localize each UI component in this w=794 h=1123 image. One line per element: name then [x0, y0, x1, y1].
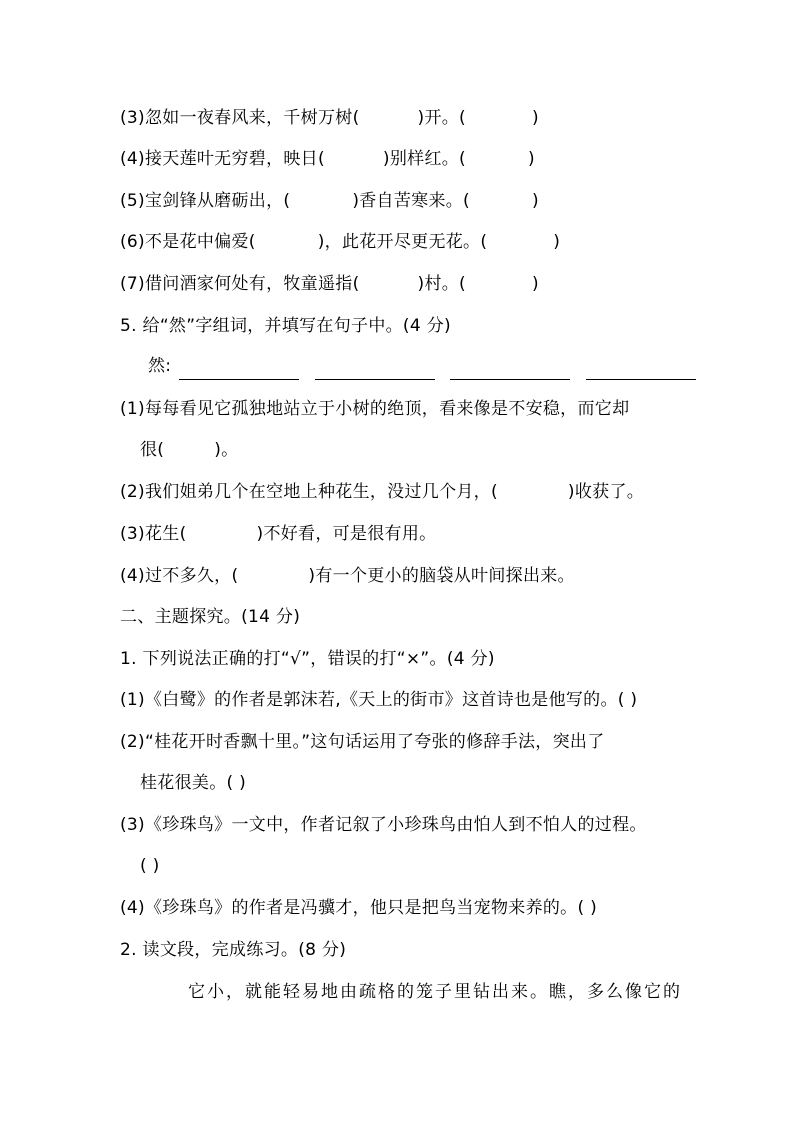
judge-item-3-line-1: (3)《珍珠鸟》一文中，作者记叙了小珍珠鸟由怕人到不怕人的过程。	[120, 815, 647, 835]
judge-question-title: 1. 下列说法正确的打“√”，错误的打“×”。(4 分)	[120, 649, 495, 669]
poem-item-5: (5)宝剑锋从磨砺出，( )香自苦寒来。( )	[120, 191, 539, 211]
section-2-title: 二、主题探究。(14 分)	[120, 607, 301, 627]
word-blank-1[interactable]	[179, 361, 299, 380]
sentence-3: (3)花生( )不好看，可是很有用。	[120, 524, 437, 544]
sentence-1-line-2: 很( )。	[140, 440, 239, 460]
word-blank-4[interactable]	[586, 361, 696, 380]
question-5-title: 5. 给“然”字组词，并填写在句子中。(4 分)	[120, 316, 451, 336]
word-formation-row	[148, 352, 696, 380]
judge-item-3-line-2[interactable]: ( )	[140, 856, 160, 876]
reading-passage: 它小，就能轻易地由疏格的笼子里钻出来。瞧，多么像它的	[188, 982, 682, 1002]
poem-item-7: (7)借问酒家何处有，牧童遥指( )村。( )	[120, 274, 539, 294]
judge-item-2-line-2[interactable]: 桂花很美。( )	[140, 773, 247, 793]
poem-item-6: (6)不是花中偏爱( )，此花开尽更无花。( )	[120, 232, 561, 252]
reading-question-title: 2. 读文段，完成练习。(8 分)	[120, 940, 347, 960]
sentence-4: (4)过不多久，( )有一个更小的脑袋从叶间探出来。	[120, 566, 575, 586]
judge-item-2-line-1: (2)“桂花开时香飘十里。”这句话运用了夸张的修辞手法，突出了	[120, 732, 605, 752]
judge-item-1[interactable]: (1)《白鹭》的作者是郭沫若,《天上的街市》这首诗也是他写的。( )	[120, 690, 638, 710]
ran-label: 然:	[148, 356, 172, 376]
poem-item-4: (4)接天莲叶无穷碧，映日( )别样红。( )	[120, 149, 535, 169]
judge-item-4[interactable]: (4)《珍珠鸟》的作者是冯骥才，他只是把鸟当宠物来养的。( )	[120, 898, 598, 918]
sentence-1-line-1: (1)每每看见它孤独地站立于小树的绝顶，看来像是不安稳，而它却	[120, 399, 630, 419]
word-blank-2[interactable]	[315, 361, 435, 380]
sentence-2: (2)我们姐弟几个在空地上种花生，没过几个月，( )收获了。	[120, 482, 645, 502]
poem-item-3: (3)忽如一夜春风来，千树万树( )开。( )	[120, 108, 539, 128]
word-blank-3[interactable]	[450, 361, 570, 380]
